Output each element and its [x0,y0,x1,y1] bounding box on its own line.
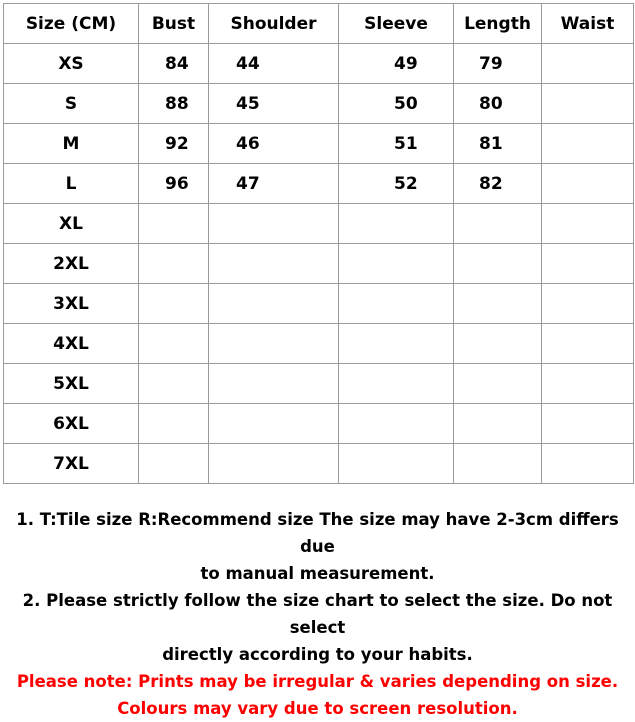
cell-shoulder: 44 [209,44,339,84]
cell-length [454,244,542,284]
cell-waist [542,324,634,364]
cell-shoulder: 45 [209,84,339,124]
cell-length: 82 [454,164,542,204]
cell-bust [139,244,209,284]
table-row [4,124,634,164]
cell-shoulder [209,404,339,444]
cell-size: XL [4,204,139,244]
header-bust: Bust [139,4,209,44]
notes [0,506,635,722]
table-row [4,364,634,404]
cell-bust [139,364,209,404]
cell-waist [542,84,634,124]
cell-waist [542,284,634,324]
cell-sleeve [339,364,454,404]
cell-sleeve [339,244,454,284]
cell-length: 80 [454,84,542,124]
table-row [4,404,634,444]
cell-length [454,364,542,404]
cell-length: 79 [454,44,542,84]
cell-size: 5XL [4,364,139,404]
header-shoulder: Shoulder [209,4,339,44]
cell-waist [542,444,634,484]
table-row [4,204,634,244]
cell-sleeve: 49 [339,44,454,84]
header-sleeve: Sleeve [339,4,454,44]
cell-shoulder [209,444,339,484]
cell-length [454,324,542,364]
cell-size: 3XL [4,284,139,324]
cell-size: L [4,164,139,204]
cell-sleeve: 52 [339,164,454,204]
cell-shoulder [209,324,339,364]
cell-sleeve: 50 [339,84,454,124]
header-length: Length [454,4,542,44]
warning-line-2: Colours may vary due to screen resolution. [117,699,518,718]
cell-waist [542,124,634,164]
cell-bust: 88 [139,84,209,124]
header-size: Size (CM) [4,4,139,44]
cell-bust: 92 [139,124,209,164]
table-header-row [4,4,634,44]
cell-size: M [4,124,139,164]
table-body [4,44,634,484]
cell-sleeve: 51 [339,124,454,164]
cell-bust [139,324,209,364]
cell-sleeve [339,404,454,444]
cell-waist [542,364,634,404]
table-row [4,164,634,204]
cell-size: 2XL [4,244,139,284]
cell-waist [542,204,634,244]
cell-shoulder [209,244,339,284]
cell-length [454,404,542,444]
note-2-line-2: directly according to your habits. [162,645,473,664]
table-row [4,84,634,124]
cell-length [454,284,542,324]
cell-size: 4XL [4,324,139,364]
cell-length [454,204,542,244]
cell-waist [542,244,634,284]
cell-size: 7XL [4,444,139,484]
note-1-line-2: to manual measurement. [200,564,435,583]
cell-bust [139,444,209,484]
cell-shoulder: 46 [209,124,339,164]
cell-waist [542,164,634,204]
cell-sleeve [339,204,454,244]
table-row [4,44,634,84]
cell-size: 6XL [4,404,139,444]
cell-bust [139,204,209,244]
cell-waist [542,44,634,84]
table-row [4,324,634,364]
cell-sleeve [339,324,454,364]
cell-length [454,444,542,484]
note-2-line-1: 2. Please strictly follow the size chart to select the size. Do not select [22,591,613,637]
cell-bust [139,284,209,324]
table-row [4,444,634,484]
cell-shoulder [209,284,339,324]
size-chart-table [3,3,634,484]
table-row [4,284,634,324]
cell-bust: 96 [139,164,209,204]
cell-waist [542,404,634,444]
header-waist: Waist [542,4,634,44]
cell-shoulder [209,204,339,244]
cell-size: S [4,84,139,124]
cell-sleeve [339,284,454,324]
warning-line-1: Please note: Prints may be irregular & varies depending on size. [16,672,619,691]
table-row [4,244,634,284]
cell-size: XS [4,44,139,84]
cell-bust: 84 [139,44,209,84]
note-1-line-1: 1. T:Tile size R:Recommend size The size may have 2-3cm differs due [16,510,619,556]
cell-sleeve [339,444,454,484]
cell-bust [139,404,209,444]
cell-shoulder: 47 [209,164,339,204]
cell-shoulder [209,364,339,404]
cell-length: 81 [454,124,542,164]
